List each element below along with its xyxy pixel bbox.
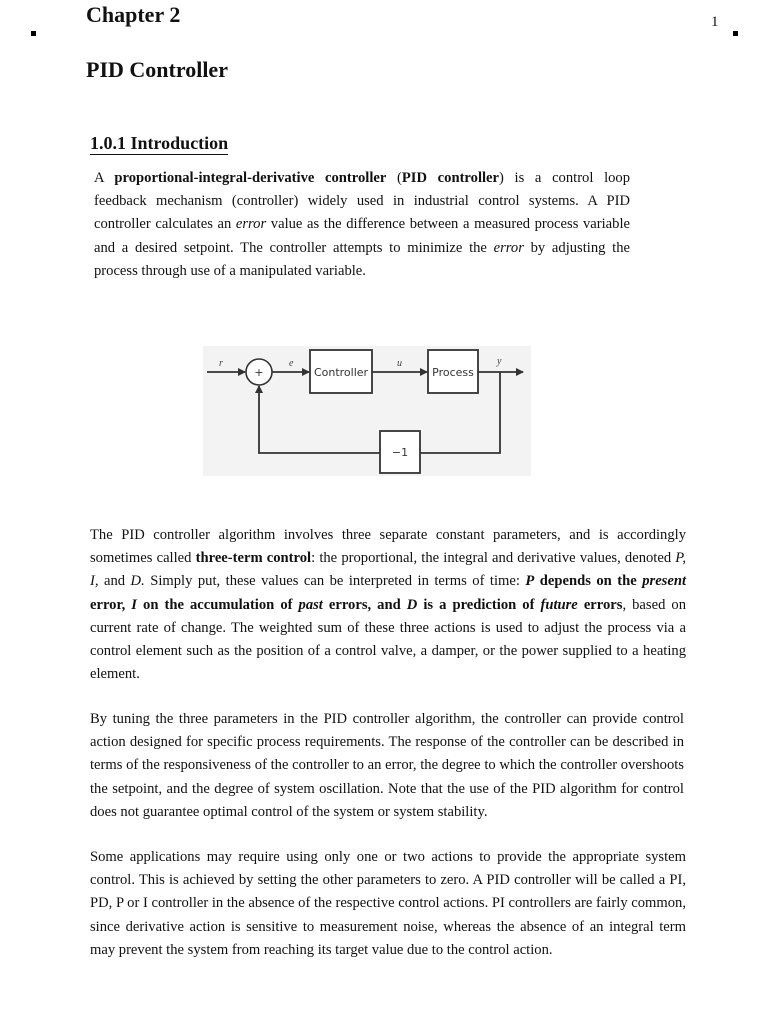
text-run: A	[94, 170, 115, 186]
section-heading: 1.0.1 Introduction	[90, 133, 229, 153]
text-run: errors, and	[322, 596, 407, 613]
text-run: (	[386, 170, 402, 186]
feedback-gain-label: −1	[391, 446, 409, 459]
text-run: depends on the	[534, 573, 643, 590]
chapter-title: PID Controller	[86, 57, 228, 82]
text-run: : the proportional, the integral and derivative values, denoted	[311, 550, 676, 567]
term-p: P	[525, 573, 535, 590]
parameters-paragraph	[90, 524, 686, 686]
text-run: ) is a control loop feedback mechanism (controller) widely used in industrial control systems. A PID controller calculates an	[94, 170, 631, 233]
pid-symbols-italic: P, I,	[90, 550, 686, 590]
page-number: 1	[711, 14, 719, 30]
text-run: errors	[577, 596, 623, 613]
process-block-label: Process	[432, 366, 474, 379]
controller-block-label: Controller	[313, 366, 369, 379]
text-run: error,	[90, 596, 132, 613]
error-term-italic: error	[235, 216, 267, 233]
term-future: future	[540, 596, 578, 613]
pid-block-diagram-svg	[203, 346, 531, 476]
text-run: on the accumulation of	[136, 596, 299, 613]
term-d: D	[406, 596, 418, 613]
pid-symbol-d-italic: D.	[130, 573, 145, 590]
text-run: by adjusting the process through use of a manipulated variable.	[94, 239, 630, 279]
summing-junction-plus: +	[254, 366, 264, 379]
text-run: Simply put, these values can be interpreted in terms of time:	[144, 573, 526, 590]
three-term-control-bold: three-term control	[195, 550, 312, 567]
term-present: present	[642, 573, 686, 590]
signal-label-e: e	[289, 358, 294, 369]
applications-paragraph: Some applications may require using only one or two actions to provide the appropriate system control. This is achieved by setting the other parameters to zero. A PID controller will be called a PI, PD, P or I controller in the absence of the respective control actions. PI controllers are fairly common, since derivative action is sensitive to measurement noise, whereas the absence of an integral term may prevent the system from reaching its target value due to the control action.	[90, 849, 686, 958]
signal-label-r: r	[219, 358, 223, 369]
text-run: and	[98, 573, 131, 590]
signal-label-y: y	[497, 356, 502, 367]
pid-block-diagram	[203, 346, 531, 476]
text-run: is a prediction of	[417, 596, 541, 613]
tuning-paragraph: By tuning the three parameters in the PID controller algorithm, the controller can provide control action designed for specific process requirements. The response of the controller can be described in terms of the responsiveness of the controller to an error, the degree to which the controller overshoots the setpoint, and the degree of system oscillation. Note that the use of the PID algorithm for control does not guarantee optimal control of the system or system stability.	[90, 711, 684, 820]
text-run: value as the difference between a measured process variable and a desired setpoint. The controller attempts to minimize the	[94, 216, 630, 256]
text-run: The PID controller algorithm involves three separate constant parameters, and is accordingly sometimes called	[90, 527, 686, 567]
chapter-label: Chapter 2	[86, 2, 181, 27]
intro-paragraph	[94, 167, 630, 283]
page-corner-mark-left	[31, 31, 36, 36]
text-run: , based on current rate of change. The weighted sum of these three actions is used to adjust the process via a control element such as the position of a control valve, a damper, or the power supplied to a heating element.	[90, 596, 686, 683]
pid-term-bold: proportional-integral-derivative controller	[114, 170, 387, 186]
feedback-path-left	[259, 386, 380, 453]
error-term-italic: error	[493, 239, 524, 256]
term-i: I	[131, 596, 137, 613]
pid-abbrev-bold: PID controller	[401, 170, 500, 186]
signal-label-u: u	[397, 358, 402, 369]
term-past: past	[298, 596, 323, 613]
page-corner-mark-right	[733, 31, 738, 36]
